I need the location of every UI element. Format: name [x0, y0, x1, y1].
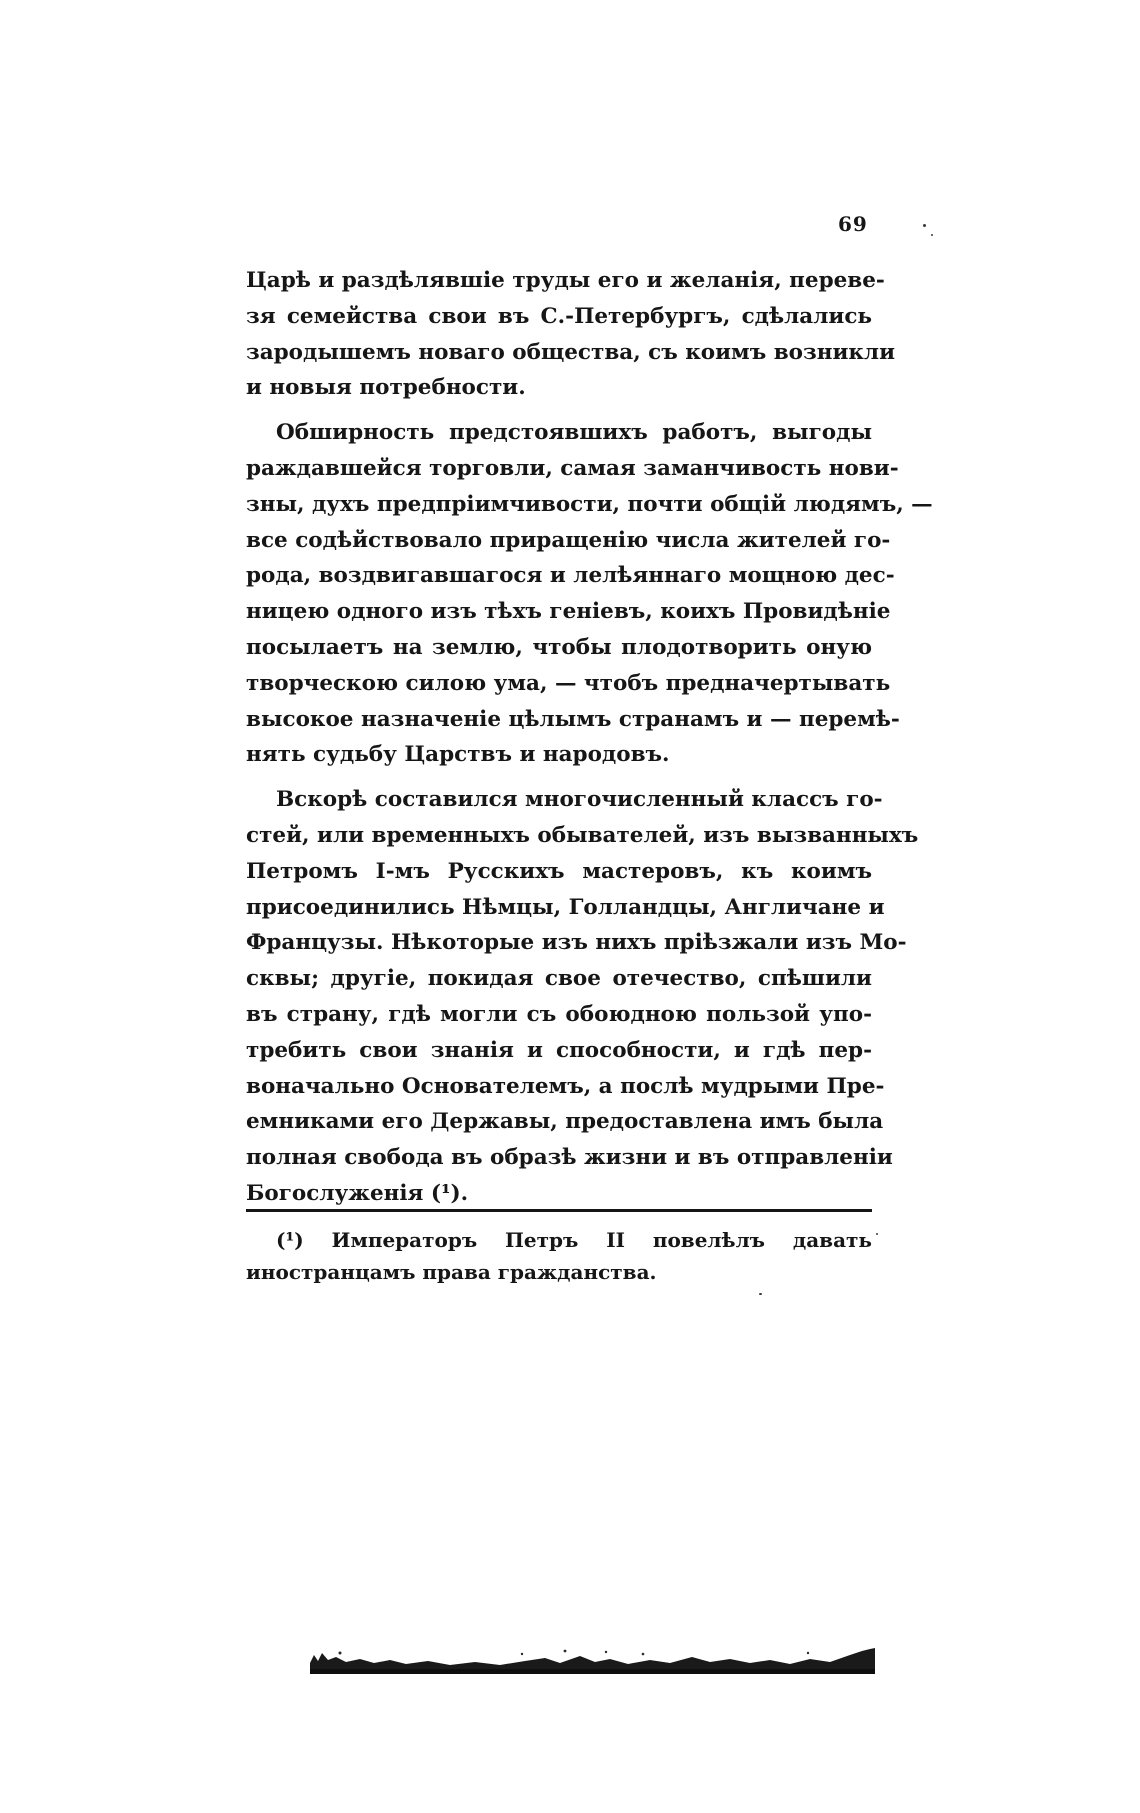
text-line — [246, 1140, 893, 1176]
text-line-content: зны, духъ предпріимчивости, почти общій людямъ, — — [246, 491, 933, 517]
ink-speck — [759, 1293, 762, 1295]
text-line — [246, 558, 895, 594]
text-line — [246, 1176, 872, 1212]
text-line — [246, 666, 891, 702]
paragraph — [246, 782, 919, 1212]
text-line-content: присоединились Нѣмцы, Голландцы, Англичане и — [246, 894, 885, 920]
text-line — [246, 523, 891, 559]
text-line-content: посылаетъ на землю, чтобы плодотворить оную — [246, 634, 872, 660]
text-line — [246, 890, 885, 926]
text-line-content: нять судьбу Царствъ и народовъ. — [246, 742, 670, 768]
text-line — [246, 263, 885, 299]
text-line-content: Царѣ и раздѣлявшіе труды его и желанія, переве- — [246, 268, 885, 293]
text-line — [246, 630, 872, 666]
text-line-content: Богослуженія (¹). — [246, 1180, 469, 1206]
footnote-line-content: (¹) Императоръ Петръ II повелѣлъ давать — [276, 1228, 872, 1252]
footnote — [246, 1224, 872, 1288]
text-line — [246, 925, 907, 961]
text-line — [246, 782, 883, 818]
text-line-content: въ страну, гдѣ могли съ обоюдною пользой упо- — [246, 1001, 872, 1027]
ink-speck — [931, 234, 933, 236]
text-line-content: Обширность предстоявшихъ работъ, выгоды — [276, 420, 872, 446]
text-line — [246, 487, 933, 523]
text-line-content: сквы; другіе, покидая свое отечество, спѣшили — [246, 966, 872, 992]
text-line-content: рода, воздвигавшагося и лелѣяннаго мощною дес- — [246, 563, 895, 589]
scan-ink-smudge — [310, 1645, 875, 1675]
text-line-content: творческою силою ума, — чтобъ предначертывать — [246, 670, 891, 696]
text-line — [246, 370, 872, 406]
footnote-line — [246, 1224, 872, 1256]
ink-speck — [876, 1233, 878, 1235]
text-line — [246, 961, 872, 997]
footnote-line-content: иностранцамъ права гражданства. — [246, 1260, 657, 1284]
text-line-content: зародышемъ новаго общества, съ коимъ возникли — [246, 339, 896, 365]
text-line — [246, 818, 919, 854]
text-line-content: емниками его Державы, предоставлена имъ была — [246, 1109, 884, 1135]
paragraph — [246, 263, 896, 406]
paragraph — [246, 415, 933, 773]
text-line-content: Вскорѣ составился многочисленный классъ го- — [276, 787, 883, 813]
text-line — [246, 451, 899, 487]
text-line — [246, 335, 896, 371]
text-line-content: и новыя потребности. — [246, 375, 526, 401]
text-line — [246, 594, 891, 630]
text-line — [246, 702, 900, 738]
text-line — [246, 737, 872, 773]
ink-speck — [923, 224, 926, 227]
text-line — [246, 1069, 885, 1105]
text-line — [246, 299, 872, 335]
body-text — [246, 263, 933, 1212]
text-line-content: Петромъ I-мъ Русскихъ мастеровъ, къ коимъ — [246, 858, 872, 884]
text-line — [246, 415, 872, 451]
page-number: 69 — [838, 212, 868, 236]
text-line-content: Французы. Нѣкоторые изъ нихъ пріѣзжали изъ Мо- — [246, 930, 907, 956]
text-line — [246, 1104, 884, 1140]
text-line-content: воначально Основателемъ, а послѣ мудрыми Пре- — [246, 1073, 885, 1099]
footnote-line — [246, 1256, 872, 1288]
text-line-content: полная свобода въ образѣ жизни и въ отправленіи — [246, 1145, 893, 1171]
text-line-content: зя семейства свои въ С.-Петербургъ, сдѣлались — [246, 303, 872, 329]
text-line-content: стей, или временныхъ обывателей, изъ вызванныхъ — [246, 822, 919, 848]
text-line-content: раждавшейся торговли, самая заманчивость нови- — [246, 455, 899, 481]
text-line — [246, 997, 872, 1033]
footnote-divider — [246, 1209, 872, 1212]
text-line-content: требить свои знанія и способности, и гдѣ пер- — [246, 1037, 872, 1063]
text-line-content: ницею одного изъ тѣхъ геніевъ, коихъ Провидѣніе — [246, 599, 891, 625]
text-line — [246, 854, 872, 890]
text-line-content: высокое назначеніе цѣлымъ странамъ и — перемѣ- — [246, 706, 900, 732]
text-line-content: все содѣйствовало приращенію числа жителей го- — [246, 527, 891, 553]
text-line — [246, 1033, 872, 1069]
